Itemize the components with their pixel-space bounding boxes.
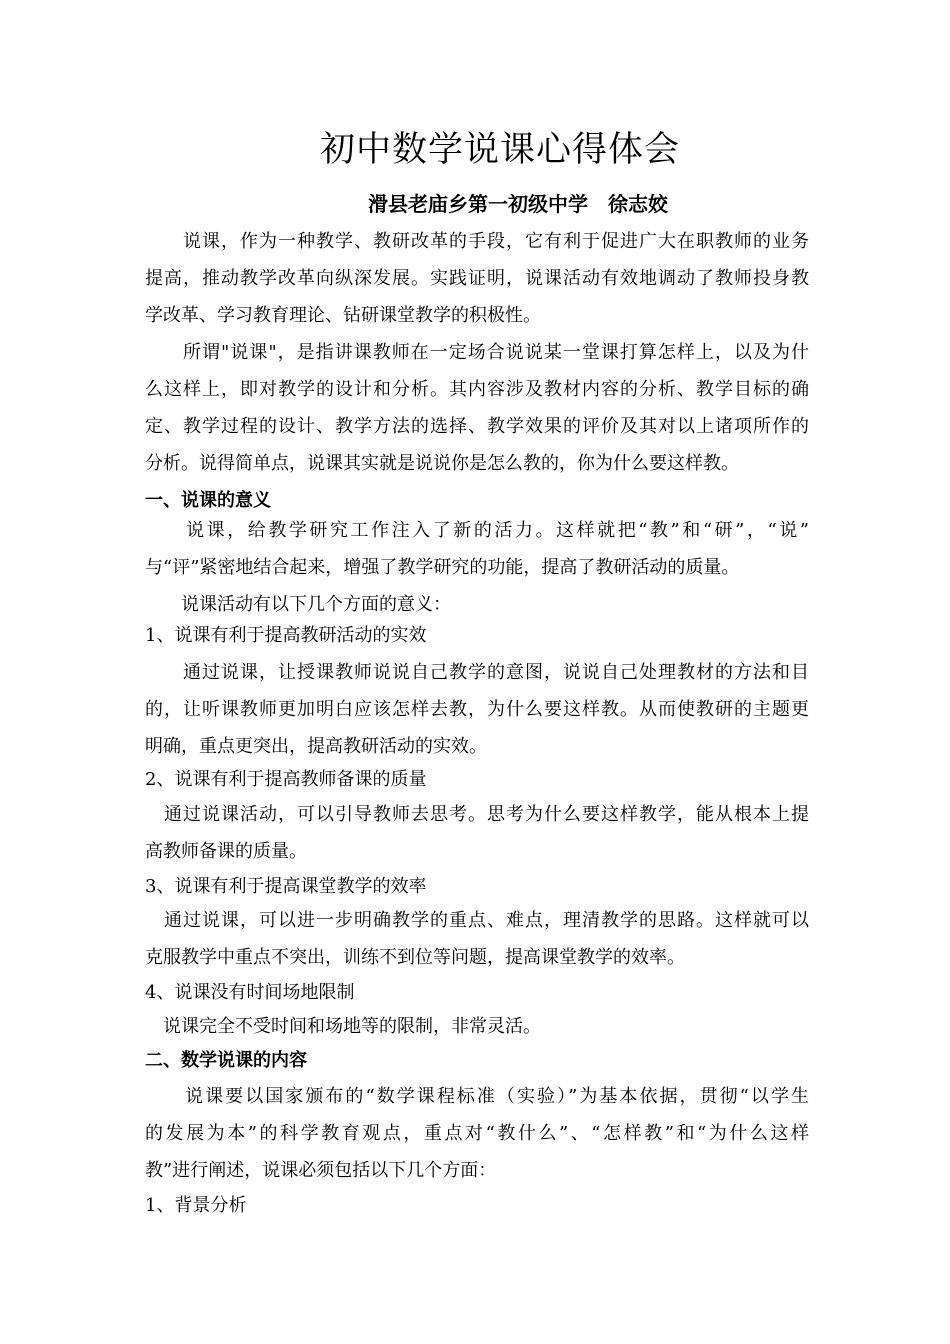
paragraph-line: 定、教学过程的设计、教学方法的选择、教学效果的评价及其对以上诸项所作的 <box>145 416 809 437</box>
paragraph-line: 教”进行阐述，说课必须包括以下几个方面： <box>145 1160 497 1181</box>
paragraph-line: 明确，重点更突出，提高教研活动的实效。 <box>145 736 487 757</box>
subheading: 2、说课有利于提高教师备课的质量 <box>145 769 427 790</box>
section-heading: 二、数学说课的内容 <box>145 1050 307 1071</box>
paragraph-line: 高教师备课的质量。 <box>145 841 307 862</box>
subheading: 1、说课有利于提高教研活动的实效 <box>145 625 427 646</box>
paragraph-line: 说课要以国家颁布的“数学课程标准（实验）”为基本依据，贯彻“以学生 <box>145 1086 809 1107</box>
paragraph-line: 所谓"说课"，是指讲课教师在一定场合说说某一堂课打算怎样上，以及为什 <box>145 342 809 363</box>
document-title: 初中数学说课心得体会 <box>319 130 680 170</box>
paragraph-line: 说课活动有以下几个方面的意义： <box>145 594 451 615</box>
section-heading: 一、说课的意义 <box>145 490 271 511</box>
subheading: 1、背景分析 <box>145 1195 247 1216</box>
paragraph-line: 的，让听课教师更加明白应该怎样去教，为什么要这样教。从而使教研的主题更 <box>145 699 809 720</box>
subheading: 4、说课没有时间场地限制 <box>145 982 355 1003</box>
paragraph-line: 通过说课活动，可以引导教师去思考。思考为什么要这样教学，能从根本上提 <box>145 804 809 825</box>
paragraph-line: 通过说课，可以进一步明确教学的重点、难点，理清教学的思路。这样就可以 <box>145 910 809 931</box>
paragraph-line: 说课，作为一种教学、教研改革的手段，它有利于促进广大在职教师的业务 <box>145 231 809 252</box>
paragraph-line: 说课完全不受时间和场地等的限制，非常灵活。 <box>145 1016 541 1037</box>
author-line: 滑县老庙乡第一初级中学 徐志姣 <box>368 192 668 216</box>
paragraph-line: 克服教学中重点不突出，训练不到位等问题，提高课堂教学的效率。 <box>145 947 685 968</box>
paragraph-line: 通过说课，让授课教师说说自己教学的意图，说说自己处理教材的方法和目 <box>145 662 809 683</box>
paragraph-line: 的发展为本”的科学教育观点，重点对“教什么”、“怎样教”和“为什么这样 <box>145 1123 809 1144</box>
subheading: 3、说课有利于提高课堂教学的效率 <box>145 876 427 897</box>
paragraph-line: 么这样上，即对教学的设计和分析。其内容涉及教材内容的分析、教学目标的确 <box>145 379 809 400</box>
paragraph-line: 学改革、学习教育理论、钻研课堂教学的积极性。 <box>145 305 541 326</box>
paragraph-line: 分析。说得简单点，说课其实就是说说你是怎么教的，你为什么要这样教。 <box>145 453 739 474</box>
paragraph-line: 提高，推动教学改革向纵深发展。实践证明，说课活动有效地调动了教师投身教 <box>145 268 809 289</box>
paragraph-line: 与“评”紧密地结合起来，增强了教学研究的功能，提高了教研活动的质量。 <box>145 557 740 578</box>
paragraph-line: 说课，给教学研究工作注入了新的活力。这样就把“教”和“研”，“说” <box>145 520 809 541</box>
